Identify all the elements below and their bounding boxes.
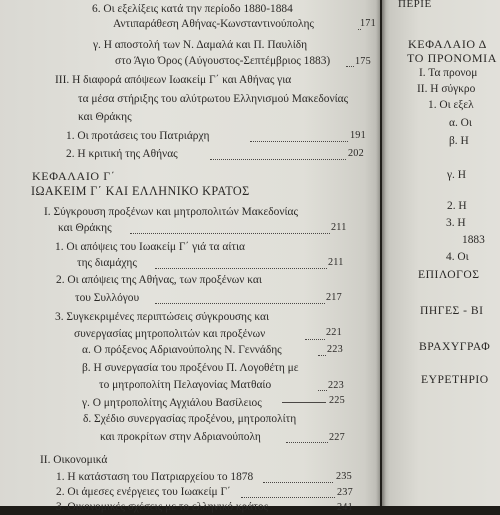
toc-entry: και προκρίτων στην Αδριανούπολη <box>100 431 261 443</box>
toc-section-heading: Ι. Σύγκρουση προξένων και μητροπολιτών Μακεδονίας <box>44 206 299 218</box>
page-number: 221 <box>326 327 342 338</box>
toc-entry: τα μέσα στήριξης του αλύτρωτου Ελληνισμού Μακεδονίας <box>78 93 349 105</box>
dot-leader <box>318 355 326 356</box>
page-number: 235 <box>336 471 352 482</box>
toc-entry: β. Η <box>449 135 469 147</box>
dot-leader <box>346 66 354 67</box>
page-number: 225 <box>329 395 345 406</box>
page-number: 211 <box>331 222 347 233</box>
running-header: ΠΕΡΙΕ <box>398 0 432 10</box>
dot-leader <box>286 442 328 443</box>
toc-entry: α. Ο πρόξενος Αδριανούπολης Ν. Γεννάδης <box>82 344 282 356</box>
page-number: 241 <box>337 502 353 513</box>
toc-entry: 1. Η κατάσταση του Πατριαρχείου το 1878 <box>56 471 254 483</box>
toc-entry: στο Άγιο Όρος (Αύγουστος-Σεπτέμβριος 1883) <box>115 55 331 67</box>
toc-entry: της διαμάχης <box>77 257 137 269</box>
sources-entry: ΠΗΓΕΣ - ΒΙ <box>420 304 484 317</box>
dot-leader <box>318 390 327 391</box>
toc-entry: γ. Ο μητροπολίτης Αγχιάλου Βασίλειος <box>82 397 262 409</box>
toc-entry: γ. Η <box>447 169 466 181</box>
toc-entry: 2. Οι άμεσες ενέργειες του Ιωακείμ Γ΄ <box>56 486 231 498</box>
page-number: 237 <box>337 487 353 498</box>
page-number: 175 <box>355 56 371 67</box>
page-number: 223 <box>328 380 344 391</box>
page-number: 211 <box>328 257 344 268</box>
epilogue-entry: ΕΠΙΛΟΓΟΣ <box>418 268 480 281</box>
toc-entry: Αντιπαράθεση Αθήνας-Κωνσταντινούπολης <box>113 18 314 30</box>
toc-section-heading: ΙΙ. Οικονομικά <box>40 454 108 466</box>
page-number: 202 <box>348 148 364 159</box>
toc-entry: 1. Οι προτάσεις του Πατριάρχη <box>66 130 210 142</box>
toc-entry: 4. Οι <box>446 251 469 263</box>
toc-entry: 3. Συγκεκριμένες περιπτώσεις σύγκρουσης και <box>55 311 270 323</box>
page-number: 191 <box>350 130 366 141</box>
chapter-title: ΤΟ ΠΡΟΝΟΜΙΑ <box>407 51 498 65</box>
toc-entry: γ. Η αποστολή των Ν. Δαμαλά και Π. Παυλίδη <box>93 39 308 51</box>
leader-line <box>282 402 326 403</box>
toc-entry: β. Η συνεργασία του προξένου Π. Λογοθέτη με <box>82 362 299 374</box>
toc-entry: α. Οι <box>449 117 472 129</box>
page-number: 171 <box>360 18 376 29</box>
toc-entry: 1883 <box>462 234 485 246</box>
toc-entry: δ. Σχέδιο συνεργασίας προξένου, μητροπολίτη <box>83 413 297 425</box>
dot-leader <box>130 233 330 234</box>
dot-leader <box>241 497 335 498</box>
toc-section-heading: ΙΙΙ. Η διαφορά απόψεων Ιωακείμ Γ΄ και Αθήνας για <box>55 74 292 86</box>
page-number: 217 <box>326 292 342 303</box>
dot-leader <box>305 339 325 340</box>
page-number: 227 <box>329 432 345 443</box>
toc-entry: του Συλλόγου <box>75 292 140 304</box>
abbreviations-entry: ΒΡΑΧΥΓΡΑΦ <box>419 340 491 353</box>
toc-entry: Ι. Τα προνομ <box>419 67 478 79</box>
dot-leader <box>155 303 325 304</box>
toc-entry: 3. Οικονομικές σχέσεις με το ελληνικό κράτος <box>56 501 269 513</box>
dot-leader <box>210 159 346 160</box>
page-number: 223 <box>327 344 343 355</box>
toc-entry: συνεργασίας μητροπολιτών και προξένων <box>74 328 266 340</box>
dot-leader <box>250 141 348 142</box>
chapter-title: ΙΩΑΚΕΙΜ Γ΄ ΚΑΙ ΕΛΛΗΝΙΚΟ ΚΡΑΤΟΣ <box>31 184 250 198</box>
dot-leader <box>155 268 327 269</box>
toc-entry: 2. Η κριτική της Αθήνας <box>66 148 178 160</box>
toc-entry: 2. Οι απόψεις της Αθήνας, των προξένων και <box>56 274 262 286</box>
toc-entry: 2. Η <box>447 200 467 212</box>
toc-entry: 1. Οι απόψεις του Ιωακείμ Γ΄ γιά τα αίτια <box>55 241 246 253</box>
toc-entry: ΙΙ. Η σύγκρο <box>417 83 476 95</box>
toc-entry: 1. Οι εξελ <box>428 99 474 111</box>
toc-entry: το μητροπολίτη Πελαγονίας Ματθαίο <box>99 379 272 391</box>
dot-leader <box>263 482 333 483</box>
chapter-label: ΚΕΦΑΛΑΙΟ Δ <box>408 37 487 51</box>
book-gutter <box>376 0 386 506</box>
toc-entry: 6. Οι εξελίξεις κατά την περίοδο 1880-1884 <box>92 3 293 15</box>
toc-entry: και Θράκης <box>58 222 112 234</box>
chapter-label: ΚΕΦΑΛΑΙΟ Γ΄ <box>32 169 116 183</box>
toc-entry: και Θράκης <box>78 111 132 123</box>
index-entry: ΕΥΡΕΤΗΡΙΟ <box>421 373 489 386</box>
toc-entry: 3. Η <box>446 217 466 229</box>
